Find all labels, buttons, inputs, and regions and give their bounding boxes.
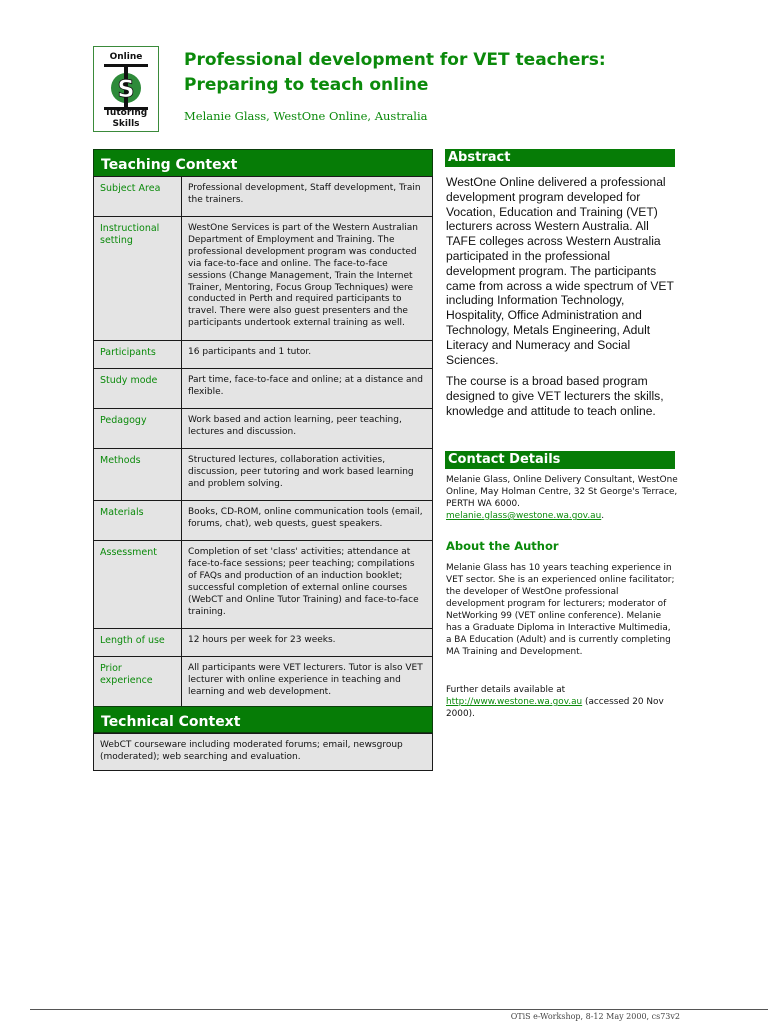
contact-text: Melanie Glass, Online Delivery Consultant, WestOne Online, May Holman Centre, 32 St George's Terrace, PERTH WA 6000. — [446, 475, 678, 509]
row-value: 16 participants and 1 tutor. — [182, 341, 433, 369]
logo-text-tutoring: Tutoring — [104, 108, 148, 118]
table-row — [94, 369, 433, 409]
contact-heading: Contact Details — [445, 451, 675, 469]
author-line: Melanie Glass, WestOne Online, Australia — [184, 109, 428, 123]
otis-logo — [93, 46, 159, 132]
row-value: Books, CD-ROM, online communication tools (email, forums, chat), web quests, guest speakers. — [182, 501, 433, 541]
row-label: Study mode — [94, 369, 182, 409]
row-value: Part time, face-to-face and online; at a distance and flexible. — [182, 369, 433, 409]
table-row — [94, 217, 433, 341]
table-row — [94, 177, 433, 217]
row-label: Length of use — [94, 629, 182, 657]
logo-text-skills: Skills — [112, 119, 140, 129]
row-label: Subject Area — [94, 177, 182, 217]
technical-context-heading: Technical Context — [93, 706, 433, 733]
table-row — [94, 541, 433, 629]
table-row — [94, 409, 433, 449]
page-title: Professional development for VET teachers: Preparing to teach online — [184, 50, 606, 95]
table-row — [94, 341, 433, 369]
technical-context-text: WebCT courseware including moderated forums; email, newsgroup (moderated); web searching and evaluation. — [93, 733, 433, 771]
row-label: Pedagogy — [94, 409, 182, 449]
row-label: Participants — [94, 341, 182, 369]
footer-divider — [30, 1009, 768, 1010]
footer-text: OTiS e-Workshop, 8-12 May 2000, cs73v2 — [510, 1012, 680, 1021]
abstract-body — [446, 175, 678, 426]
further-details — [446, 684, 678, 720]
teaching-context-table — [93, 176, 433, 709]
row-value: 12 hours per week for 23 weeks. — [182, 629, 433, 657]
table-row — [94, 629, 433, 657]
abstract-paragraph: The course is a broad based program designed to give VET lecturers the skills, knowledge and attitude to teach online. — [446, 374, 664, 418]
row-label: Methods — [94, 449, 182, 501]
row-label: Materials — [94, 501, 182, 541]
row-value: Professional development, Staff development, Train the trainers. — [182, 177, 433, 217]
row-value: Work based and action learning, peer teaching, lectures and discussion. — [182, 409, 433, 449]
website-link[interactable]: http://www.westone.wa.gov.au — [446, 697, 583, 707]
contact-email-suffix: . — [601, 511, 605, 521]
contact-details — [446, 474, 678, 522]
table-row — [94, 449, 433, 501]
about-author-heading: About the Author — [446, 539, 559, 553]
table-row — [94, 501, 433, 541]
teaching-context-heading: Teaching Context — [93, 149, 433, 176]
row-value: All participants were VET lecturers. Tutor is also VET lecturer with online experience in teaching and learning and web development. — [182, 657, 433, 709]
row-value: Structured lectures, collaboration activities, discussion, peer tutoring and work based learning and problem solving. — [182, 449, 433, 501]
row-value: WestOne Services is part of the Western Australian Department of Employment and Training. The professional development program was conducted via face-to-face and online. The face-to-face sessions (Change Management, Train the Internet Trainer, Mentoring, Focus Group Techniques) were conducted in Perth and required participants to travel. There were also guest presenters and the participants undertook external training as well. — [182, 217, 433, 341]
further-details-prefix: Further details available at — [446, 685, 566, 695]
abstract-heading: Abstract — [445, 149, 675, 167]
table-row — [94, 657, 433, 709]
row-value: Completion of set 'class' activities; attendance at face-to-face sessions; peer teaching; compilations of FAQs and production of an induction booklet; successful completion of external online courses (WebCT and Online Tutor Training) and face-to-face training. — [182, 541, 433, 629]
svg-text:S: S — [117, 75, 135, 103]
further-details-suffix: (accessed 20 Nov 2000). — [446, 697, 664, 719]
row-label: Assessment — [94, 541, 182, 629]
about-author-text: Melanie Glass has 10 years teaching experience in VET sector. She is an experienced online facilitator; the developer of WestOne professional development program for lecturers; moderator of NetWorking 99 (VET online conference). Melanie has a Graduate Diploma in Interactive Multimedia, a BA Education (Adult) and is currently completing MA Training and Development. — [446, 563, 675, 657]
logo-text-online: Online — [109, 52, 143, 62]
contact-email-link[interactable]: melanie.glass@westone.wa.gov.au — [446, 511, 602, 521]
abstract-paragraph: WestOne Online delivered a professional development program developed for Vocation, Education and Training (VET) lecturers across Western Australia. All TAFE colleges across Western Australia participated in the professional development program. The participants came from across a wide spectrum of VET including Information Technology, Hospitality, Office Administration and Technology, Metals Engineering, Adult Literacy and Numeracy and Social Sciences. — [446, 175, 674, 367]
row-label: Instructional setting — [94, 217, 182, 341]
row-label: Prior experience — [94, 657, 182, 709]
